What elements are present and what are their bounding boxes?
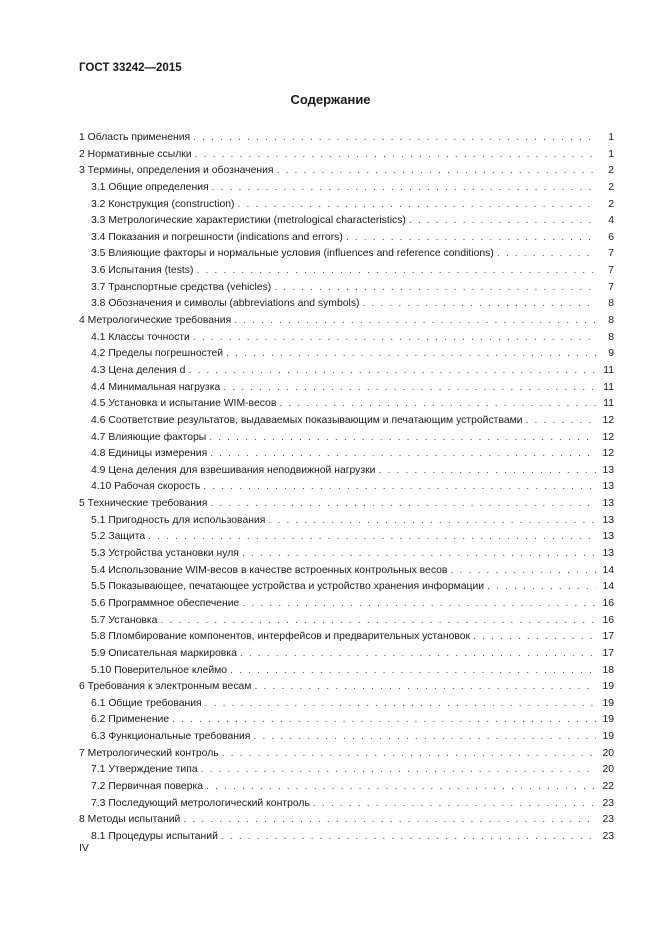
toc-entry-page: 13 [602,514,614,526]
toc-entry[interactable] [79,446,614,463]
toc-entry[interactable] [79,246,614,263]
toc-entry-page: 9 [608,348,614,360]
toc-entry[interactable] [79,812,614,829]
toc-entry-page: 1 [608,132,614,143]
toc-entry-label: 3.5 Влияющие факторы и нормальные условия (influences and reference conditions) [91,248,494,260]
toc-entry-page: 14 [602,581,614,593]
toc-entry[interactable] [79,546,614,563]
toc-entry[interactable] [79,430,614,447]
toc-entry[interactable] [79,679,614,696]
toc-entry[interactable] [79,762,614,779]
toc-entry[interactable] [79,563,614,580]
toc-entry[interactable] [79,796,614,813]
toc-entry-page: 2 [608,165,614,177]
toc-entry-page: 13 [602,498,614,510]
toc-entry-page: 17 [602,631,614,643]
toc-entry-page: 12 [602,414,614,426]
toc-dot-leader [274,280,596,297]
toc-entry[interactable] [79,696,614,713]
toc-entry[interactable] [79,363,614,380]
toc-entry-page: 8 [608,315,614,327]
toc-dot-leader [234,313,596,330]
toc-entry-label: 7.3 Последующий метрологический контроль [91,797,310,809]
toc-entry-label: 4.7 Влияющие факторы [91,431,207,443]
toc-entry-label: 5.1 Пригодность для использования [91,514,266,526]
toc-entry-page: 20 [602,764,614,776]
toc-entry[interactable] [79,130,614,147]
toc-entry-page: 13 [602,548,614,560]
toc-entry-page: 16 [602,614,614,626]
toc-entry[interactable] [79,180,614,197]
toc-entry-page: 16 [602,597,614,609]
toc-entry-page: 23 [602,830,614,842]
toc-entry-label: 6.3 Функциональные требования [91,731,251,743]
toc-entry[interactable] [79,296,614,313]
toc-entry-label: 3.1 Общие определения [91,181,209,193]
toc-dot-leader [313,796,596,813]
toc-entry-page: 13 [602,464,614,476]
toc-dot-leader [362,296,596,313]
toc-entry-label: 5 Технические требования [79,498,208,510]
toc-entry-label: 5.8 Пломбирование компонентов, интерфейсов и предварительных установок [91,631,471,643]
toc-entry-label: 1 Область применения [79,132,191,143]
toc-entry-page: 22 [602,780,614,792]
toc-entry-page: 23 [602,814,614,826]
toc-entry-page: 17 [602,647,614,659]
toc-entry[interactable] [79,163,614,180]
toc-entry-label: 3.4 Показания и погрешности (indications and errors) [91,231,343,243]
toc-entry[interactable] [79,147,614,164]
toc-entry-label: 4.4 Минимальная нагрузка [91,381,221,393]
toc-entry[interactable] [79,197,614,214]
toc-entry[interactable] [79,263,614,280]
toc-dot-leader [473,629,596,646]
toc-dot-leader [409,213,596,230]
toc-dot-leader [254,679,596,696]
toc-entry[interactable] [79,646,614,663]
toc-entry[interactable] [79,663,614,680]
toc-entry-label: 3.2 Конструкция (construction) [91,198,235,210]
toc-dot-leader [237,197,596,214]
toc-entry-page: 11 [603,364,614,376]
toc-entry-label: 3.7 Транспортные средства (vehicles) [91,281,272,293]
toc-entry-page: 19 [602,697,614,709]
toc-dot-leader [203,479,596,496]
toc-dot-leader [526,413,596,430]
toc-entry-label: 5.3 Устройства установки нуля [91,548,239,560]
toc-dot-leader [206,779,596,796]
toc-entry-label: 3.6 Испытания (tests) [91,265,194,277]
toc-entry-page: 13 [602,481,614,493]
toc-entry-page: 2 [608,198,614,210]
toc-entry-label: 7.2 Первичная поверка [91,780,204,792]
toc-dot-leader [196,263,596,280]
toc-entry-label: 5.4 Использование WIM-весов в качестве встроенных контрольных весов [91,564,448,576]
toc-entry[interactable] [79,413,614,430]
toc-dot-leader [193,330,596,347]
toc-dot-leader [487,579,596,596]
toc-entry-label: 3.3 Метрологические характеристики (metrological characteristics) [91,215,406,227]
toc-entry-label: 5.2 Защита [91,531,146,543]
toc-dot-leader [210,446,596,463]
toc-entry-label: 4 Метрологические требования [79,315,232,327]
toc-entry[interactable] [79,496,614,513]
toc-entry-label: 5.9 Описательная маркировка [91,647,237,659]
toc-entry[interactable] [79,213,614,230]
toc-entry-label: 3 Термины, определения и обозначения [79,165,274,177]
toc-dot-leader [240,646,596,663]
toc-entry-label: 4.1 Классы точности [91,331,190,343]
toc-entry[interactable] [79,380,614,397]
toc-dot-leader [268,513,596,530]
toc-entry-label: 4.9 Цена деления для взвешивания неподвижной нагрузки [91,464,376,476]
toc-entry-page: 4 [608,215,614,227]
toc-dot-leader [195,147,596,164]
toc-dot-leader [279,396,596,413]
toc-entry[interactable] [79,613,614,630]
toc-entry-page: 1 [608,148,614,160]
toc-entry-page: 12 [602,431,614,443]
toc-entry[interactable] [79,629,614,646]
page-number: IV [79,842,89,854]
toc-entry-page: 6 [608,231,614,243]
toc-dot-leader [497,246,596,263]
toc-entry[interactable] [79,579,614,596]
toc-entry[interactable] [79,313,614,330]
toc-entry[interactable] [79,729,614,746]
toc-entry-page: 7 [608,281,614,293]
toc-entry-page: 8 [608,298,614,310]
toc-entry-label: 3.8 Обозначения и символы (abbreviations and symbols) [91,298,360,310]
toc-entry[interactable] [79,230,614,247]
toc-entry-page: 8 [608,331,614,343]
toc-entry[interactable] [79,346,614,363]
toc-entry-page: 20 [602,747,614,759]
toc-entry-label: 5.10 Поверительное клеймо [91,664,228,676]
toc-entry-page: 11 [603,381,614,393]
toc-entry[interactable] [79,513,614,530]
toc-entry[interactable] [79,463,614,480]
page-title: Содержание [290,92,371,107]
toc-entry[interactable] [79,330,614,347]
toc-entry-label: 4.10 Рабочая скорость [91,481,201,493]
toc-entry[interactable] [79,829,614,846]
toc-dot-leader [242,546,596,563]
toc-dot-leader [183,812,596,829]
toc-dot-leader [226,346,596,363]
toc-entry-label: 4.5 Установка и испытание WIM-весов [91,398,277,410]
toc-entry-page: 19 [602,731,614,743]
toc-entry-page: 7 [608,265,614,277]
toc-entry-page: 2 [608,181,614,193]
toc-entry[interactable] [79,280,614,297]
toc-entry-label: 6.1 Общие требования [91,697,202,709]
toc-dot-leader [346,230,596,247]
toc-dot-leader [253,729,596,746]
toc-entry-label: 5.6 Программное обеспечение [91,597,240,609]
toc-entry-page: 7 [608,248,614,260]
toc-entry-page: 23 [602,797,614,809]
toc-dot-leader [172,712,596,729]
toc-entry-label: 5.7 Установка [91,614,158,626]
toc-dot-leader [209,430,596,447]
toc-dot-leader [193,130,596,147]
toc-dot-leader [221,829,596,846]
toc-dot-leader [188,363,596,380]
toc-entry-page: 12 [602,448,614,460]
toc-entry-label: 2 Нормативные ссылки [79,148,192,160]
toc-dot-leader [223,380,596,397]
toc-entry[interactable] [79,479,614,496]
toc-dot-leader [277,163,596,180]
toc-dot-leader [230,663,596,680]
toc-entry[interactable] [79,396,614,413]
toc-dot-leader [205,696,596,713]
toc-entry-label: 7.1 Утверждение типа [91,764,198,776]
toc-dot-leader [212,180,596,197]
toc-entry-label: 4.8 Единицы измерения [91,448,208,460]
toc-entry[interactable] [79,746,614,763]
toc-dot-leader [222,746,596,763]
toc-dot-leader [450,563,596,580]
toc-entry-label: 4.3 Цена деления d [91,364,186,376]
toc-dot-leader [201,762,596,779]
toc-dot-leader [160,613,596,630]
toc-dot-leader [378,463,596,480]
toc-entry-page: 19 [602,681,614,693]
toc-entry-page: 19 [602,714,614,726]
toc-entry-page: 11 [603,398,614,410]
toc-entry-page: 13 [602,531,614,543]
toc-entry-label: 8 Методы испытаний [79,814,181,826]
toc-entry[interactable] [79,712,614,729]
toc-entry-label: 6.2 Применение [91,714,170,726]
toc-entry-label: 8.1 Процедуры испытаний [91,830,218,842]
toc-dot-leader [148,529,596,546]
toc-entry-label: 6 Требования к электронным весам [79,681,252,693]
toc-entry-label: 7 Метрологический контроль [79,747,219,759]
document-code: ГОСТ 33242—2015 [79,62,182,74]
toc-entry-page: 14 [602,564,614,576]
toc-entry-label: 5.5 Показывающее, печатающее устройства и устройство хранения информации [91,581,485,593]
toc-entry-label: 4.6 Соответствие результатов, выдаваемых показывающим и печатающим устройствами [91,414,523,426]
toc-entry[interactable] [79,596,614,613]
toc-entry[interactable] [79,779,614,796]
toc-entry[interactable] [79,529,614,546]
toc-entry-page: 18 [602,664,614,676]
toc-entry-label: 4.2 Пределы погрешностей [91,348,224,360]
toc-dot-leader [242,596,596,613]
toc-dot-leader [210,496,596,513]
table-of-contents [79,130,614,846]
